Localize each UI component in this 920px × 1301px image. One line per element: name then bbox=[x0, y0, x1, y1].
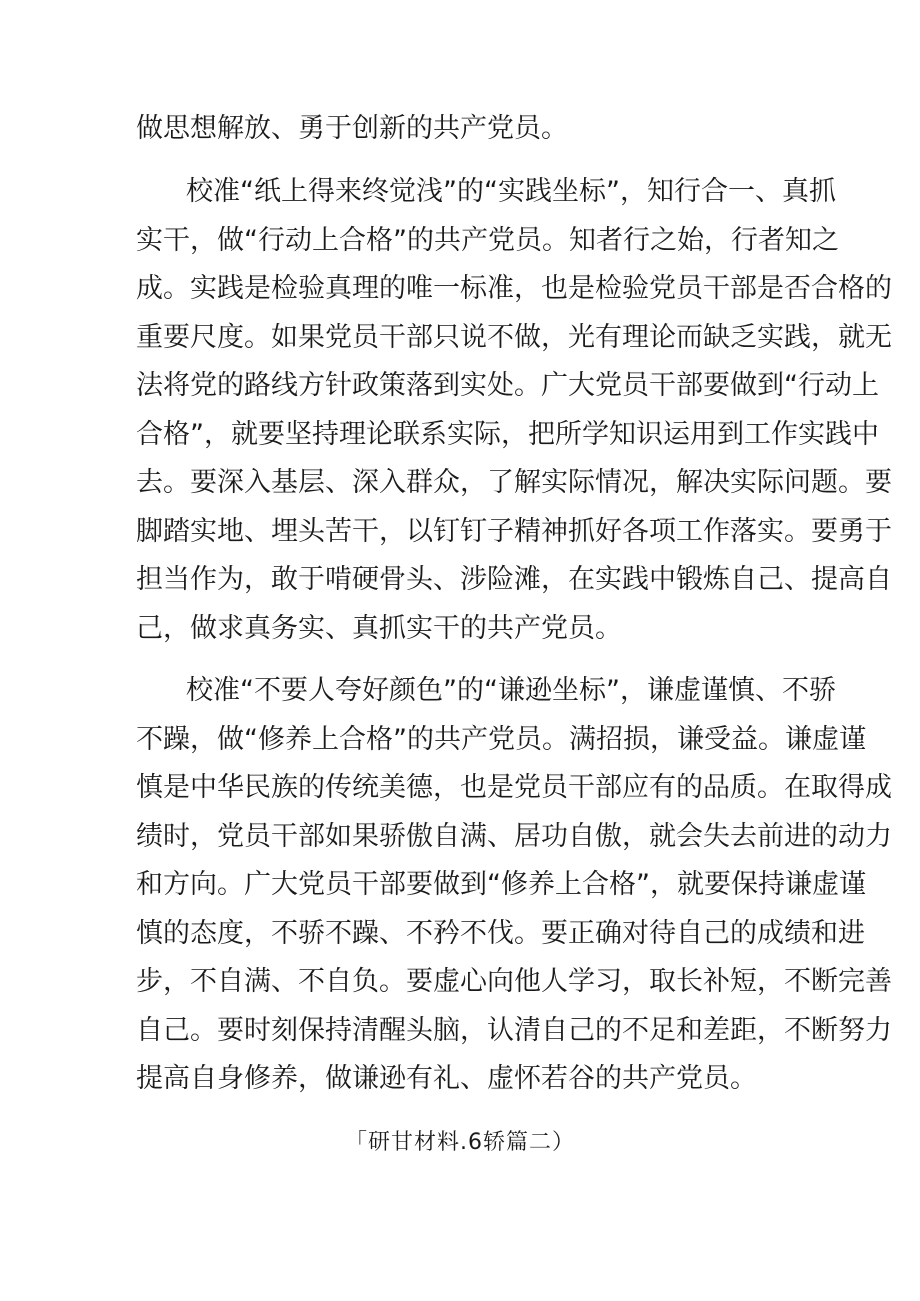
text-line: 己，做求真务实、真抓实干的共产党员。 bbox=[136, 613, 622, 644]
text-line: 不躁，做“修养上合格”的共产党员。满招损，谦受益。谦虚谨 bbox=[136, 724, 866, 755]
text-line: 担当作为，敢于啃硬骨头、涉险滩，在实践中锻炼自己、提高自 bbox=[136, 564, 892, 595]
section-footer-label: 「研甘材料.6轿篇二） bbox=[345, 1130, 575, 1155]
text-line: 成。实践是检验真理的唯一标准，也是检验党员干部是否合格的 bbox=[136, 273, 892, 304]
text-line: 法将党的路线方针政策落到实处。广大党员干部要做到“行动上 bbox=[136, 370, 879, 401]
text-line: 脚踏实地、埋头苦干，以钉钉子精神抓好各项工作落实。要勇于 bbox=[136, 516, 892, 547]
text-line: 做思想解放、勇于创新的共产党员。 bbox=[136, 113, 568, 144]
text-line: 慎是中华民族的传统美德，也是党员干部应有的品质。在取得成 bbox=[136, 772, 892, 803]
text-line: 校准“纸上得来终觉浅”的“实践坐标”，知行合一、真抓 bbox=[186, 176, 836, 207]
text-line: 和方向。广大党员干部要做到“修养上合格”，就要保持谦虚谨 bbox=[136, 869, 866, 900]
text-line: 绩时，党员干部如果骄傲自满、居功自傲，就会失去前进的动力 bbox=[136, 821, 892, 852]
text-line: 步，不自满、不自负。要虚心向他人学习，取长补短，不断完善 bbox=[136, 966, 892, 997]
text-line: 自己。要时刻保持清醒头脑，认清自己的不足和差距，不断努力 bbox=[136, 1015, 892, 1046]
text-line: 去。要深入基层、深入群众，了解实际情况，解决实际问题。要 bbox=[136, 467, 892, 498]
text-line: 合格”，就要坚持理论联系实际，把所学知识运用到工作实践中 bbox=[136, 419, 879, 450]
text-line: 校准“不要人夸好颜色”的“谦逊坐标”，谦虚谨慎、不骄 bbox=[186, 675, 836, 706]
text-line: 慎的态度，不骄不躁、不矜不伐。要正确对待自己的成绩和进 bbox=[136, 918, 865, 949]
text-line: 提高自身修养，做谦逊有礼、虚怀若谷的共产党员。 bbox=[136, 1063, 757, 1094]
text-line: 重要尺度。如果党员干部只说不做，光有理论而缺乏实践，就无 bbox=[136, 322, 892, 353]
text-line: 实干，做“行动上合格”的共产党员。知者行之始，行者知之 bbox=[136, 225, 839, 256]
